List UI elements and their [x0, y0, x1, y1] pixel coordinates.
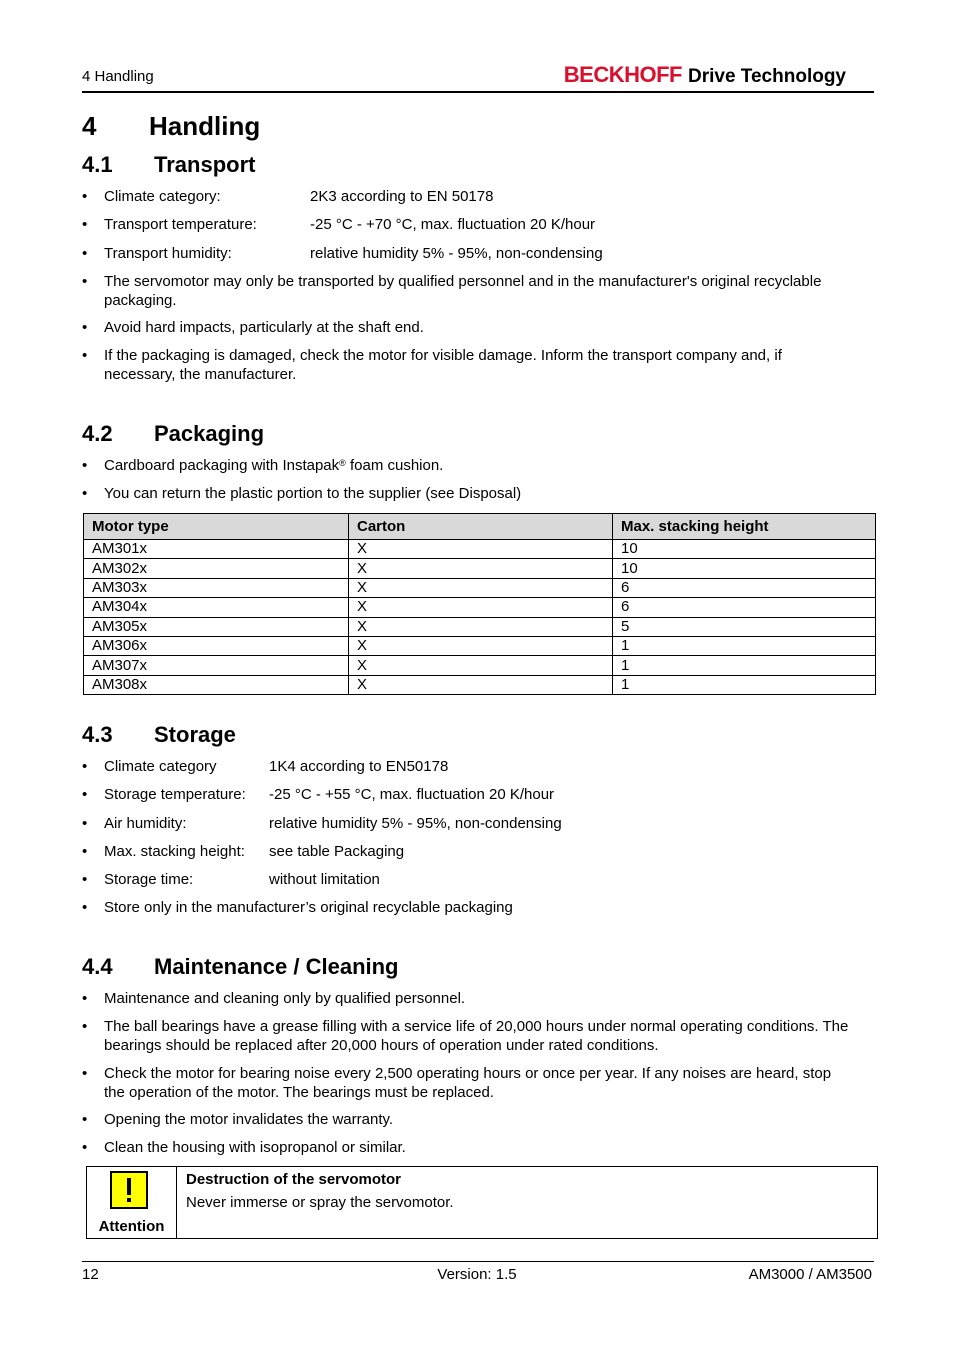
attention-text: Never immerse or spray the servomotor.: [186, 1194, 454, 1211]
table-row: [84, 675, 876, 694]
table-cell: X: [349, 540, 613, 559]
table-row: [84, 656, 876, 675]
table-cell: AM307x: [84, 656, 349, 675]
column-header: Max. stacking height: [613, 514, 876, 540]
table-cell: X: [349, 636, 613, 655]
table-cell: 10: [613, 540, 876, 559]
table-cell: AM301x: [84, 540, 349, 559]
table-row: [84, 617, 876, 636]
table-cell: 1: [613, 636, 876, 655]
table-cell: AM308x: [84, 675, 349, 694]
section-maintenance-title: 4.4 Maintenance / Cleaning: [82, 954, 399, 979]
table-row: [84, 598, 876, 617]
table-cell: 6: [613, 598, 876, 617]
table-cell: AM304x: [84, 598, 349, 617]
table-cell: AM302x: [84, 559, 349, 578]
table-cell: 1: [613, 656, 876, 675]
header-product: Drive Technology: [687, 66, 846, 87]
exclamation-icon: [110, 1171, 148, 1209]
attention-sidebar: [87, 1167, 177, 1238]
column-header: Carton: [349, 514, 613, 540]
packaging-table: [83, 513, 876, 695]
table-cell: X: [349, 617, 613, 636]
table-cell: X: [349, 559, 613, 578]
document-version: Version: 1.5: [437, 1266, 517, 1283]
table-cell: X: [349, 675, 613, 694]
table-cell: X: [349, 598, 613, 617]
table-cell: AM303x: [84, 578, 349, 597]
table-cell: AM306x: [84, 636, 349, 655]
column-header: Motor type: [84, 514, 349, 540]
header-brand: [564, 62, 846, 88]
table-cell: 1: [613, 675, 876, 694]
table-row: [84, 540, 876, 559]
table-row: [84, 559, 876, 578]
table-row: [84, 636, 876, 655]
table-cell: X: [349, 656, 613, 675]
attention-title: Destruction of the servomotor: [186, 1171, 402, 1188]
beckhoff-logo: BECKHOFF: [563, 62, 682, 87]
table-cell: 5: [613, 617, 876, 636]
table-header-row: [84, 514, 876, 540]
document-name: AM3000 / AM3500: [748, 1266, 872, 1283]
attention-label: Attention: [98, 1218, 165, 1235]
table-cell: 6: [613, 578, 876, 597]
footer-divider: [82, 1261, 874, 1262]
table-cell: X: [349, 578, 613, 597]
chapter-title: 4 Handling: [82, 111, 261, 141]
attention-box: [86, 1166, 878, 1239]
section-storage-title: 4.3 Storage: [82, 722, 236, 747]
page-number: 12: [82, 1266, 99, 1283]
section-packaging-title: 4.2 Packaging: [82, 421, 265, 446]
table-row: [84, 578, 876, 597]
header-section: 4 Handling: [82, 68, 154, 85]
table-cell: 10: [613, 559, 876, 578]
table-cell: AM305x: [84, 617, 349, 636]
section-transport-title: 4.1 Transport: [82, 152, 256, 177]
header-divider: [82, 91, 874, 93]
